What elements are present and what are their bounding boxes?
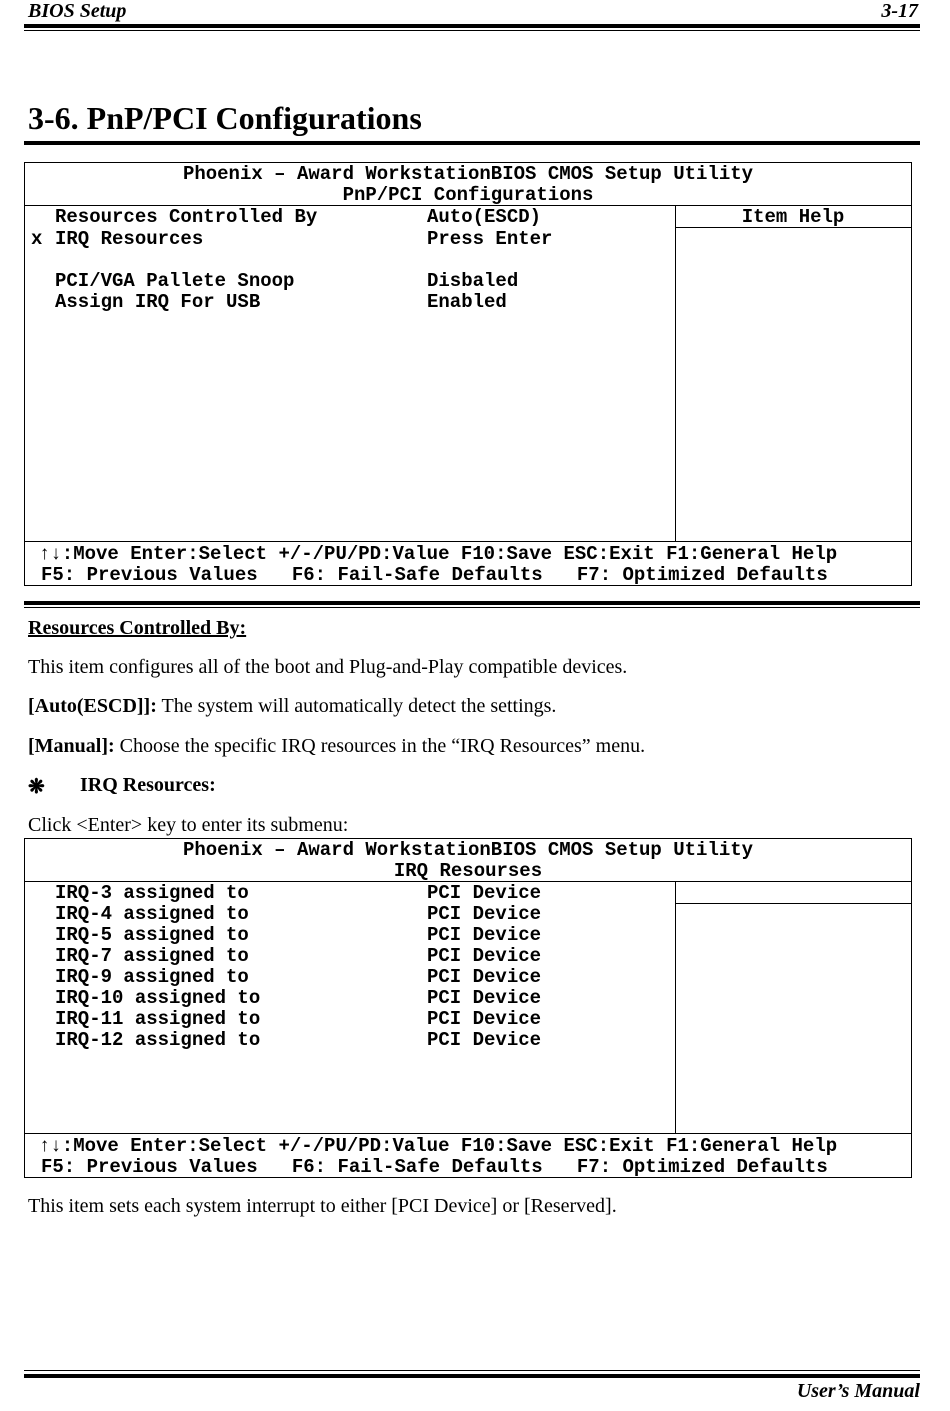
resources-controlled-by-heading: Resources Controlled By: (28, 617, 247, 639)
bios-item-value[interactable]: Press Enter (427, 228, 553, 250)
section-title: 3-6. PnP/PCI Configurations (28, 100, 422, 136)
header-rule (24, 24, 920, 28)
description-paragraph: This item configures all of the boot and Plug-and-Play compatible devices. (28, 656, 628, 678)
irq-item-label[interactable]: IRQ-4 assigned to (55, 903, 249, 925)
option-label: [Auto(ESCD]]: (28, 695, 157, 717)
bios-screen-irq-resources (24, 838, 912, 1178)
section-title-rule (24, 141, 920, 145)
key-help-line-1: ↑↓:Move Enter:Select +/-/PU/PD:Value F10:Save ESC:Exit F1:General Help (39, 543, 838, 565)
option-text: The system will automatically detect the settings. (156, 695, 557, 717)
auto-escd-option (28, 695, 556, 718)
divider (675, 881, 676, 1133)
divider (675, 205, 676, 541)
irq-item-label[interactable]: IRQ-12 assigned to (55, 1029, 261, 1051)
bios-item-irq-resources[interactable]: IRQ Resources (55, 228, 204, 250)
item-help-title: Item Help (741, 206, 845, 228)
divider (675, 903, 911, 904)
irq-item-label[interactable]: IRQ-7 assigned to (55, 945, 249, 967)
irq-item-value[interactable]: PCI Device (427, 924, 542, 946)
footer-rule (24, 1374, 920, 1378)
bios-item-pci-vga-pallete-snoop[interactable]: PCI/VGA Pallete Snoop (55, 270, 295, 292)
key-help-line-2: F5: Previous Values F6: Fail-Safe Defaults F7: Optimized Defaults (41, 564, 828, 586)
bios-item-label: Resources Controlled By (55, 206, 318, 228)
footer-rule-thin (24, 1370, 920, 1371)
key-help-line-1: ↑↓:Move Enter:Select +/-/PU/PD:Value F10:Save ESC:Exit F1:General Help (39, 1135, 838, 1157)
section-rule-thin (24, 607, 920, 608)
option-label: [Manual]: (28, 735, 115, 757)
irq-item-value[interactable]: PCI Device (427, 966, 542, 988)
divider (675, 227, 911, 228)
irq-item-value[interactable]: PCI Device (427, 1008, 542, 1030)
item-prefix (31, 291, 42, 313)
bios-item-value[interactable]: Auto(ESCD) (427, 206, 542, 228)
irq-item-value[interactable]: PCI Device (427, 903, 542, 925)
running-header-title: BIOS Setup (28, 0, 127, 22)
irq-item-label[interactable]: IRQ-3 assigned to (55, 882, 249, 904)
irq-item-value[interactable]: PCI Device (427, 1029, 542, 1051)
bios-item-value[interactable]: Disbaled (427, 270, 519, 292)
manual-option (28, 735, 645, 758)
divider (25, 541, 911, 542)
key-help-line-2: F5: Previous Values F6: Fail-Safe Defaults F7: Optimized Defaults (41, 1156, 828, 1178)
bios-title-utility: Phoenix – Award WorkstationBIOS CMOS Setup Utility (182, 163, 754, 185)
option-text: Choose the specific IRQ resources in the “IRQ Resources” menu. (114, 735, 646, 757)
bios-item-assign-irq-for-usb[interactable]: Assign IRQ For USB (55, 291, 261, 313)
irq-item-label[interactable]: IRQ-5 assigned to (55, 924, 249, 946)
page-number: 3-17 (881, 0, 918, 22)
irq-item-label[interactable]: IRQ-10 assigned to (55, 987, 261, 1009)
irq-resources-heading: IRQ Resources: (80, 774, 216, 796)
divider (25, 1133, 911, 1134)
irq-item-value[interactable]: PCI Device (427, 987, 542, 1009)
header-rule-thin (24, 30, 920, 31)
bios-item-prefix-x: x (31, 228, 43, 250)
closing-paragraph: This item sets each system interrupt to either [PCI Device] or [Reserved]. (28, 1195, 617, 1217)
irq-item-label[interactable]: IRQ-11 assigned to (55, 1008, 261, 1030)
irq-item-value[interactable]: PCI Device (427, 945, 542, 967)
footer-manual-title: User’s Manual (796, 1380, 920, 1402)
bios-title-utility: Phoenix – Award WorkstationBIOS CMOS Setup Utility (182, 839, 754, 861)
irq-item-label[interactable]: IRQ-9 assigned to (55, 966, 249, 988)
bios-item-value[interactable]: Enabled (427, 291, 507, 313)
bios-title-menu: PnP/PCI Configurations (342, 184, 594, 206)
bios-title-menu: IRQ Resourses (393, 860, 543, 882)
bullet-icon: ❋ (28, 776, 45, 798)
section-rule (24, 601, 920, 605)
bios-screen-pnp-pci (24, 162, 912, 586)
submenu-instruction: Click <Enter> key to enter its submenu: (28, 814, 349, 836)
irq-item-value[interactable]: PCI Device (427, 882, 542, 904)
item-prefix (31, 270, 42, 292)
